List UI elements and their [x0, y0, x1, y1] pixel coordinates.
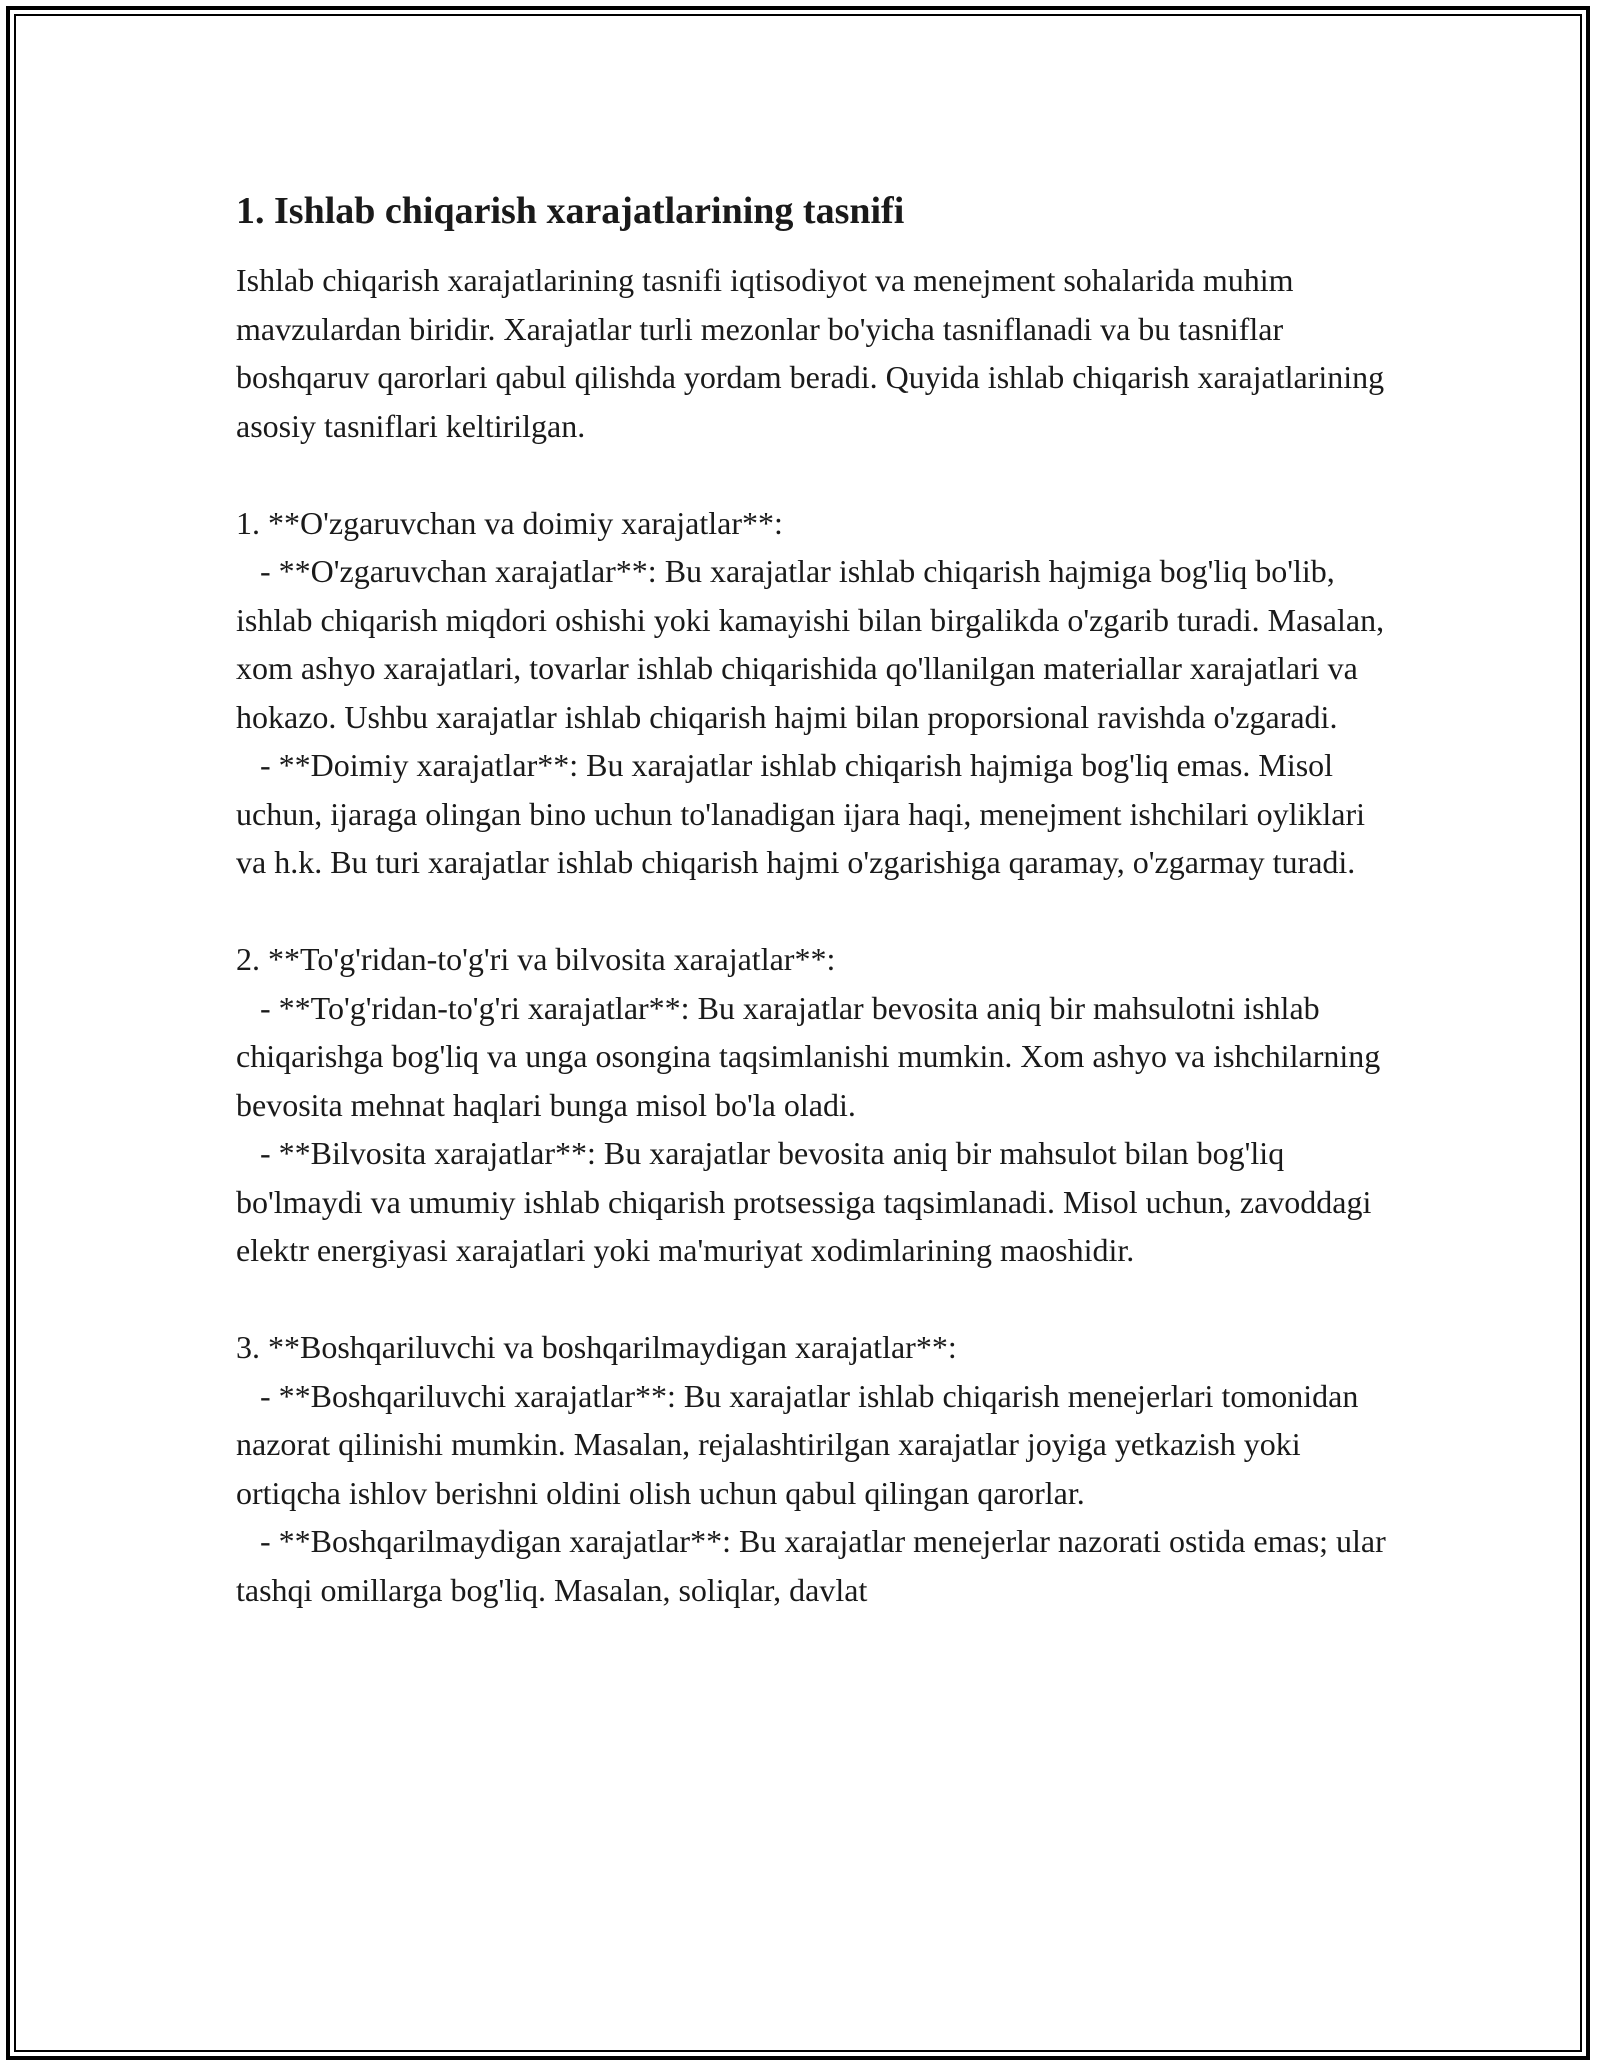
intro-paragraph: Ishlab chiqarish xarajatlarining tasnifi iqtisodiyot va menejment sohalarida muhim mavzulardan biridir. Xarajatlar turli mezonlar bo'yicha tasniflanadi va bu tasniflar boshqaruv qarorlari qabul qilishda yordam beradi. Quyida ishlab chiqarish xarajatlarining asosiy tasniflari keltirilgan.	[236, 262, 1393, 444]
paragraph-gap	[236, 1275, 1386, 1324]
paragraph-gap	[236, 887, 1386, 936]
section-heading: 2. **To'g'ridan-to'g'ri va bilvosita xarajatlar**:	[236, 941, 836, 977]
document-body	[236, 186, 1394, 1614]
paragraph-gap	[236, 450, 1386, 499]
document-title: 1. Ishlab chiqarish xarajatlarining tasnifi	[236, 190, 905, 232]
section-direct-indirect	[236, 935, 1389, 1275]
section-heading: 1. **O'zgaruvchan va doimiy xarajatlar**:	[236, 504, 783, 541]
section-heading: 3. **Boshqariluvchi va boshqarilmaydigan xarajatlar**:	[236, 1329, 957, 1365]
section-item: - **Doimiy xarajatlar**: Bu xarajatlar ishlab chiqarish hajmiga bog'liq emas. Misol uchun, ijaraga olingan bino uchun to'lanadigan ijara haqi, menejment ishchilari oyliklari va h.k. Bu turi xarajatlar ishlab chiqarish hajmi o'zgarishiga qaramay, o'zgarmay turadi.	[236, 747, 1373, 880]
section-item: - **Bilvosita xarajatlar**: Bu xarajatlar bevosita aniq bir mahsulot bilan bog'liq bo'lmaydi va umumiy ishlab chiqarish protsessiga taqsimlanadi. Misol uchun, zavoddagi elektr energiyasi xarajatlari yoki ma'muriyat xodimlarining maoshidir.	[236, 1135, 1380, 1268]
section-item: - **Boshqariluvchi xarajatlar**: Bu xarajatlar ishlab chiqarish menejerlari tomonidan nazorat qilinishi mumkin. Masalan, rejalashtirilgan xarajatlar joyiga yetkazish yoki ortiqcha ishlov berishni oldini olish uchun qabul qilingan qarorlar.	[236, 1377, 1367, 1511]
section-controllable	[236, 1323, 1394, 1614]
section-variable-fixed	[236, 499, 1393, 887]
section-item: - **To'g'ridan-to'g'ri xarajatlar**: Bu xarajatlar bevosita aniq bir mahsulotni ishlab chiqarishga bog'liq va unga osongina taqsimlanishi mumkin. Xom ashyo va ishchilarning bevosita mehnat haqlari bunga misol bo'la oladi.	[236, 989, 1389, 1123]
section-item: - **Boshqarilmaydigan xarajatlar**: Bu xarajatlar menejerlar nazorati ostida emas; ular tashqi omillarga bog'liq. Masalan, soliqlar, davlat	[236, 1523, 1394, 1608]
section-item: - **O'zgaruvchan xarajatlar**: Bu xarajatlar ishlab chiqarish hajmiga bog'liq bo'lib, ishlab chiqarish miqdori oshishi yoki kamayishi bilan birgalikda o'zgarib turadi. Masalan, xom ashyo xarajatlari, tovarlar ishlab chiqarishida qo'llanilgan materiallar xarajatlari va hokazo. Ushbu xarajatlar ishlab chiqarish hajmi bilan proporsional ravishda o'zgaradi.	[236, 553, 1393, 735]
